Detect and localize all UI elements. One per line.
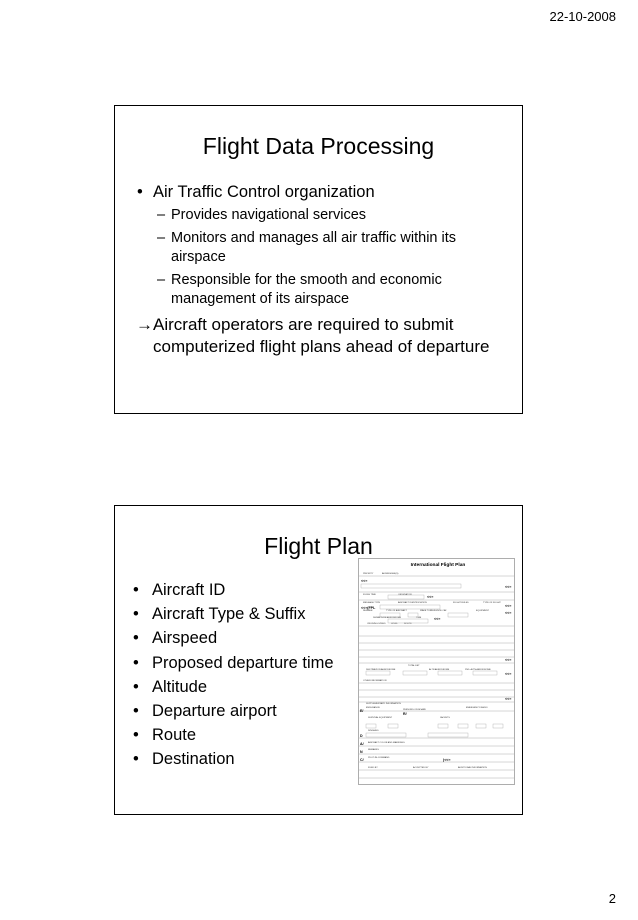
- arrow-bullet-text: Aircraft operators are required to submit computerized flight plans ahead of departure: [153, 315, 490, 356]
- form-label: REMARKS: [368, 749, 379, 751]
- bullet-text: Airspeed: [152, 629, 218, 648]
- form-letter: N: [360, 750, 363, 754]
- bullet-item: [133, 626, 373, 650]
- bullet-item: [137, 182, 508, 202]
- bullet-item: [133, 699, 373, 723]
- form-mark: <<≡: [505, 697, 512, 701]
- form-mark: <<≡: [505, 585, 512, 589]
- form-label: TIME: [416, 617, 422, 619]
- form-label: PERSONS ON BOARD: [403, 709, 426, 711]
- sub-bullet-item: [137, 271, 508, 309]
- bullet-text: Destination: [152, 750, 235, 769]
- sub-bullet-item: [137, 229, 508, 267]
- form-mark: <<≡: [505, 611, 512, 615]
- form-label: OTHER INFORMATION: [363, 680, 387, 682]
- bullet-text: Aircraft ID: [152, 581, 226, 599]
- bullet-item: [133, 675, 373, 699]
- sub-bullet-text: Monitors and manages all air traffic within its airspace: [171, 230, 457, 265]
- form-letter: E/: [360, 709, 364, 713]
- header-date: 22-10-2008: [549, 9, 616, 24]
- form-letter: A/: [360, 742, 364, 746]
- bullet-item: [133, 723, 373, 747]
- form-mark: <<≡: [427, 595, 434, 599]
- bullet-text: Air Traffic Control organization: [153, 183, 375, 201]
- bullet-dot-icon: •: [133, 581, 139, 599]
- form-label: ENDURANCE: [366, 707, 380, 709]
- bullet-dot-icon: •: [137, 183, 143, 201]
- bullet-text: Proposed departure time: [152, 653, 334, 672]
- form-label: ALTN AERODROME: [429, 669, 450, 671]
- bullet-dot-icon: •: [133, 702, 139, 721]
- form-label: ROUTE: [404, 623, 412, 625]
- form-label: ORIGINATOR: [398, 594, 412, 596]
- form-mark: <<≡: [505, 672, 512, 676]
- bullet-dot-icon: •: [133, 653, 139, 672]
- slide-title: Flight Plan: [264, 533, 373, 559]
- bullet-dot-icon: •: [133, 750, 139, 769]
- bullet-dot-icon: •: [133, 605, 139, 624]
- form-label: DINGHIES: [368, 730, 379, 732]
- form-label: SUPPLEMENTARY INFORMATION: [366, 703, 401, 705]
- form-label: DEPARTURE AERODROME: [373, 617, 402, 619]
- form-label: PRIORITY: [363, 573, 374, 575]
- form-label: TOTAL EET: [408, 665, 420, 667]
- arrow-icon: →: [136, 315, 153, 334]
- bullet-text: Altitude: [152, 677, 208, 696]
- flight-plan-form-image: [358, 550, 515, 794]
- dash-icon: –: [157, 207, 166, 223]
- form-label: CRUISING SPEED: [367, 623, 386, 625]
- form-letter: D: [360, 734, 363, 738]
- bullet-dot-icon: •: [133, 726, 139, 745]
- bullet-text: Aircraft Type & Suffix: [152, 605, 306, 624]
- bullet-item: [133, 578, 373, 602]
- form-label: SURVIVAL EQUIPMENT: [368, 717, 393, 719]
- page-number: 2: [608, 891, 616, 906]
- bullet-text: Departure airport: [152, 702, 277, 721]
- arrow-bullet-item: [137, 314, 508, 358]
- form-mark: )<<≡: [443, 758, 451, 762]
- form-mark: <<≡: [434, 617, 441, 621]
- slide-flight-data-processing: [114, 105, 523, 414]
- form-label: EQUIPMENT: [476, 610, 490, 612]
- form-mark: <<≡: [361, 579, 368, 583]
- form-label: AIRCRAFT IDENTIFICATION: [398, 602, 427, 604]
- form-label: ADDRESSEE(S): [382, 573, 399, 575]
- form-label: MESSAGE TYPE: [363, 602, 381, 604]
- form-label: FLIGHT RULES: [453, 602, 469, 604]
- form-label: TYPE OF AIRCRAFT: [386, 610, 407, 612]
- form-label: 2ND. ALTN AERODROME: [465, 669, 491, 671]
- sub-bullet-item: [137, 206, 508, 225]
- dash-icon: –: [157, 272, 166, 288]
- form-mark: <<≡(FPL: [361, 606, 376, 610]
- form-mark: <<≡: [505, 658, 512, 662]
- dash-icon: –: [157, 230, 166, 246]
- form-label: AIRCRAFT COLOR AND MARKINGS: [368, 742, 405, 744]
- bullet-list: [133, 578, 373, 772]
- sub-bullet-text: Provides navigational services: [171, 207, 367, 223]
- form-label: ADDITIONAL INFORMATION: [458, 767, 487, 769]
- bullet-list: [137, 182, 508, 358]
- bullet-item: [133, 747, 373, 771]
- sub-bullet-text: Responsible for the smooth and economic management of its airspace: [171, 272, 442, 307]
- slide-flight-plan: [114, 505, 523, 815]
- form-label: WAKE TURBULENCE CAT.: [420, 610, 447, 612]
- form-label: ACCEPTED BY: [413, 767, 429, 769]
- form-letter: R/: [403, 712, 407, 716]
- form-letter: C/: [360, 758, 364, 762]
- bullet-item: [133, 602, 373, 626]
- form-label: PILOT-IN-COMMAND: [368, 757, 390, 759]
- form-mark: <<≡: [505, 604, 512, 608]
- slide-title: Flight Data Processing: [202, 133, 435, 159]
- bullet-dot-icon: •: [133, 629, 139, 648]
- bullet-item: [133, 651, 373, 675]
- form-label: NUMBER: [363, 610, 373, 612]
- bullet-dot-icon: •: [133, 677, 139, 696]
- form-label: FILED BY: [368, 767, 378, 769]
- form-label: TYPE OF FLIGHT: [483, 602, 501, 604]
- bullet-text: Route: [152, 726, 197, 745]
- form-title: International Flight Plan: [410, 563, 466, 568]
- form-label: DESTINATION AERODROME: [366, 669, 396, 671]
- form-label: JACKETS: [440, 717, 450, 719]
- form-label: FILING TIME: [363, 594, 376, 596]
- form-label: LEVEL: [391, 623, 398, 625]
- form-label: EMERGENCY RADIO: [466, 707, 488, 709]
